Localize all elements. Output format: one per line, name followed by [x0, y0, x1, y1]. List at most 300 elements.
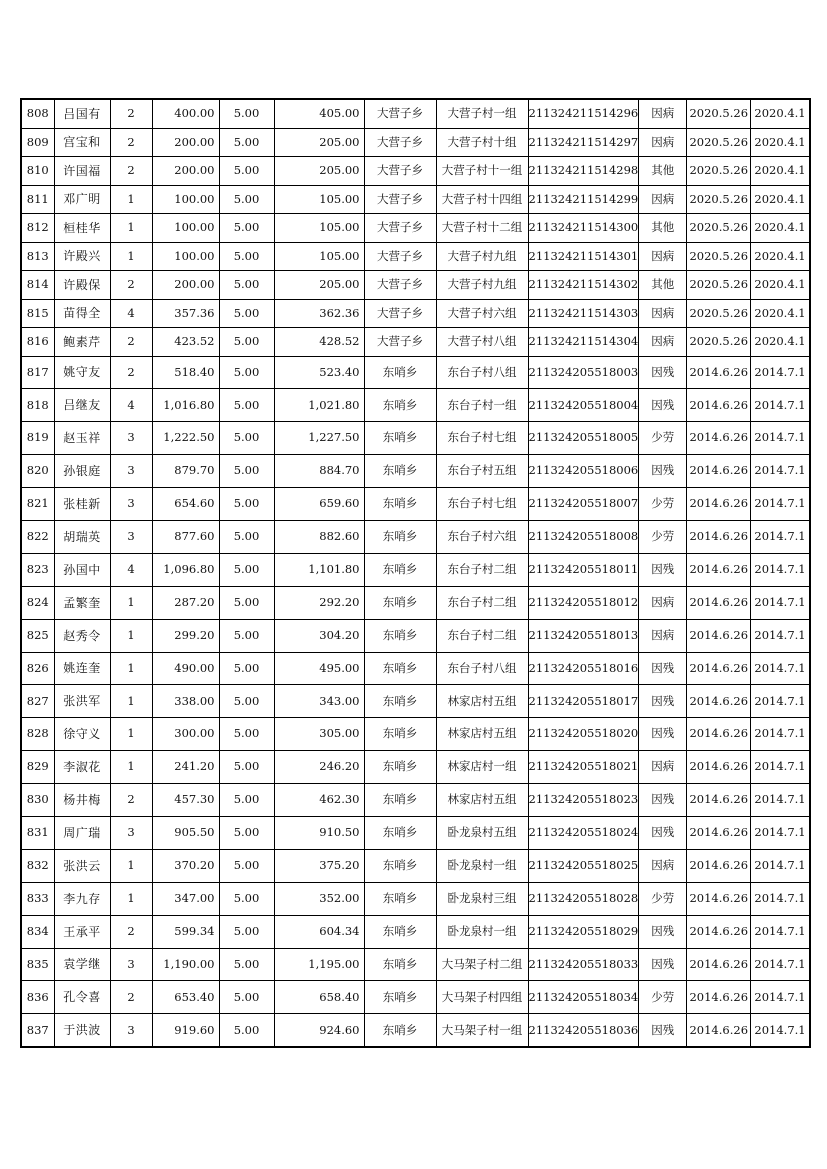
- extra-amount-cell: 5.00: [219, 586, 274, 619]
- row-number-cell: 818: [21, 389, 54, 422]
- id-number-cell: 211324205518008: [528, 520, 639, 553]
- household-size-cell: 2: [110, 356, 152, 389]
- reason-cell: 因病: [639, 328, 687, 357]
- village-group-cell: 东台子村八组: [436, 356, 528, 389]
- reason-cell: 因残: [639, 553, 687, 586]
- benefit-amount-cell: 200.00: [152, 271, 219, 300]
- name-cell: 许殿兴: [54, 242, 110, 271]
- id-number-cell: 211324205518025: [528, 849, 639, 882]
- benefit-amount-cell: 241.20: [152, 751, 219, 784]
- total-amount-cell: 343.00: [274, 685, 364, 718]
- township-cell: 东哨乡: [364, 948, 436, 981]
- benefit-amount-cell: 299.20: [152, 619, 219, 652]
- approval-date-cell: 2014.6.26: [687, 356, 751, 389]
- benefit-amount-cell: 877.60: [152, 520, 219, 553]
- name-cell: 吕继友: [54, 389, 110, 422]
- approval-date-cell: 2014.6.26: [687, 652, 751, 685]
- record-table-body: [21, 99, 810, 1047]
- table-row: [21, 328, 810, 357]
- name-cell: 张桂新: [54, 488, 110, 521]
- id-number-cell: 211324211514299: [528, 185, 639, 214]
- total-amount-cell: 882.60: [274, 520, 364, 553]
- table-row: [21, 652, 810, 685]
- village-group-cell: 东台子村二组: [436, 553, 528, 586]
- benefit-amount-cell: 347.00: [152, 882, 219, 915]
- benefit-amount-cell: 1,016.80: [152, 389, 219, 422]
- start-date-cell: 2020.4.1: [751, 242, 810, 271]
- village-group-cell: 大营子村九组: [436, 271, 528, 300]
- extra-amount-cell: 5.00: [219, 422, 274, 455]
- name-cell: 孙国中: [54, 553, 110, 586]
- total-amount-cell: 428.52: [274, 328, 364, 357]
- approval-date-cell: 2020.5.26: [687, 214, 751, 243]
- extra-amount-cell: 5.00: [219, 99, 274, 128]
- name-cell: 徐守义: [54, 718, 110, 751]
- start-date-cell: 2014.7.1: [751, 915, 810, 948]
- reason-cell: 因残: [639, 389, 687, 422]
- reason-cell: 其他: [639, 214, 687, 243]
- row-number-cell: 809: [21, 128, 54, 157]
- benefit-amount-cell: 200.00: [152, 128, 219, 157]
- start-date-cell: 2020.4.1: [751, 99, 810, 128]
- approval-date-cell: 2014.6.26: [687, 915, 751, 948]
- extra-amount-cell: 5.00: [219, 128, 274, 157]
- table-row: [21, 271, 810, 300]
- household-size-cell: 3: [110, 422, 152, 455]
- row-number-cell: 833: [21, 882, 54, 915]
- name-cell: 宫宝和: [54, 128, 110, 157]
- reason-cell: 因残: [639, 948, 687, 981]
- total-amount-cell: 658.40: [274, 981, 364, 1014]
- reason-cell: 因残: [639, 685, 687, 718]
- table-row: [21, 619, 810, 652]
- total-amount-cell: 405.00: [274, 99, 364, 128]
- village-group-cell: 大营子村一组: [436, 99, 528, 128]
- name-cell: 许殿保: [54, 271, 110, 300]
- township-cell: 东哨乡: [364, 422, 436, 455]
- id-number-cell: 211324205518029: [528, 915, 639, 948]
- reason-cell: 少劳: [639, 422, 687, 455]
- id-number-cell: 211324205518006: [528, 455, 639, 488]
- table-row: [21, 816, 810, 849]
- row-number-cell: 816: [21, 328, 54, 357]
- total-amount-cell: 352.00: [274, 882, 364, 915]
- approval-date-cell: 2014.6.26: [687, 718, 751, 751]
- household-size-cell: 1: [110, 619, 152, 652]
- benefit-amount-cell: 654.60: [152, 488, 219, 521]
- township-cell: 东哨乡: [364, 816, 436, 849]
- village-group-cell: 东台子村二组: [436, 619, 528, 652]
- household-size-cell: 1: [110, 882, 152, 915]
- start-date-cell: 2014.7.1: [751, 652, 810, 685]
- extra-amount-cell: 5.00: [219, 685, 274, 718]
- benefit-amount-cell: 599.34: [152, 915, 219, 948]
- approval-date-cell: 2014.6.26: [687, 882, 751, 915]
- table-row: [21, 214, 810, 243]
- approval-date-cell: 2020.5.26: [687, 328, 751, 357]
- village-group-cell: 东台子村七组: [436, 488, 528, 521]
- start-date-cell: 2020.4.1: [751, 271, 810, 300]
- village-group-cell: 东台子村五组: [436, 455, 528, 488]
- total-amount-cell: 1,101.80: [274, 553, 364, 586]
- table-row: [21, 553, 810, 586]
- start-date-cell: 2014.7.1: [751, 488, 810, 521]
- extra-amount-cell: 5.00: [219, 652, 274, 685]
- table-row: [21, 185, 810, 214]
- total-amount-cell: 1,227.50: [274, 422, 364, 455]
- approval-date-cell: 2014.6.26: [687, 553, 751, 586]
- row-number-cell: 828: [21, 718, 54, 751]
- name-cell: 周广瑞: [54, 816, 110, 849]
- township-cell: 大营子乡: [364, 271, 436, 300]
- village-group-cell: 大马架子村一组: [436, 1014, 528, 1047]
- approval-date-cell: 2014.6.26: [687, 751, 751, 784]
- township-cell: 东哨乡: [364, 389, 436, 422]
- name-cell: 孟繁奎: [54, 586, 110, 619]
- name-cell: 赵玉祥: [54, 422, 110, 455]
- extra-amount-cell: 5.00: [219, 520, 274, 553]
- start-date-cell: 2014.7.1: [751, 520, 810, 553]
- village-group-cell: 卧龙泉村一组: [436, 849, 528, 882]
- reason-cell: 因病: [639, 619, 687, 652]
- total-amount-cell: 910.50: [274, 816, 364, 849]
- township-cell: 大营子乡: [364, 99, 436, 128]
- reason-cell: 因残: [639, 718, 687, 751]
- record-table: [20, 98, 811, 1048]
- extra-amount-cell: 5.00: [219, 718, 274, 751]
- reason-cell: 因病: [639, 849, 687, 882]
- village-group-cell: 东台子村一组: [436, 389, 528, 422]
- id-number-cell: 211324211514297: [528, 128, 639, 157]
- start-date-cell: 2014.7.1: [751, 455, 810, 488]
- approval-date-cell: 2020.5.26: [687, 157, 751, 186]
- total-amount-cell: 105.00: [274, 242, 364, 271]
- id-number-cell: 211324211514304: [528, 328, 639, 357]
- name-cell: 孙银庭: [54, 455, 110, 488]
- township-cell: 东哨乡: [364, 488, 436, 521]
- table-row: [21, 455, 810, 488]
- household-size-cell: 2: [110, 99, 152, 128]
- name-cell: 赵秀令: [54, 619, 110, 652]
- household-size-cell: 1: [110, 185, 152, 214]
- reason-cell: 少劳: [639, 981, 687, 1014]
- row-number-cell: 837: [21, 1014, 54, 1047]
- township-cell: 大营子乡: [364, 242, 436, 271]
- approval-date-cell: 2014.6.26: [687, 816, 751, 849]
- approval-date-cell: 2014.6.26: [687, 520, 751, 553]
- township-cell: 东哨乡: [364, 915, 436, 948]
- extra-amount-cell: 5.00: [219, 389, 274, 422]
- benefit-amount-cell: 919.60: [152, 1014, 219, 1047]
- village-group-cell: 大营子村十组: [436, 128, 528, 157]
- start-date-cell: 2020.4.1: [751, 157, 810, 186]
- reason-cell: 因残: [639, 652, 687, 685]
- row-number-cell: 836: [21, 981, 54, 1014]
- start-date-cell: 2020.4.1: [751, 128, 810, 157]
- row-number-cell: 811: [21, 185, 54, 214]
- village-group-cell: 东台子村六组: [436, 520, 528, 553]
- reason-cell: 因病: [639, 185, 687, 214]
- benefit-amount-cell: 338.00: [152, 685, 219, 718]
- total-amount-cell: 523.40: [274, 356, 364, 389]
- extra-amount-cell: 5.00: [219, 784, 274, 817]
- row-number-cell: 817: [21, 356, 54, 389]
- approval-date-cell: 2014.6.26: [687, 455, 751, 488]
- start-date-cell: 2014.7.1: [751, 356, 810, 389]
- reason-cell: 其他: [639, 157, 687, 186]
- table-row: [21, 685, 810, 718]
- household-size-cell: 1: [110, 214, 152, 243]
- name-cell: 杨井梅: [54, 784, 110, 817]
- reason-cell: 少劳: [639, 520, 687, 553]
- row-number-cell: 814: [21, 271, 54, 300]
- row-number-cell: 831: [21, 816, 54, 849]
- row-number-cell: 823: [21, 553, 54, 586]
- household-size-cell: 1: [110, 751, 152, 784]
- table-row: [21, 520, 810, 553]
- benefit-amount-cell: 100.00: [152, 185, 219, 214]
- id-number-cell: 211324211514300: [528, 214, 639, 243]
- extra-amount-cell: 5.00: [219, 816, 274, 849]
- table-row: [21, 948, 810, 981]
- total-amount-cell: 1,021.80: [274, 389, 364, 422]
- id-number-cell: 211324211514296: [528, 99, 639, 128]
- approval-date-cell: 2014.6.26: [687, 849, 751, 882]
- village-group-cell: 卧龙泉村五组: [436, 816, 528, 849]
- id-number-cell: 211324205518020: [528, 718, 639, 751]
- approval-date-cell: 2020.5.26: [687, 128, 751, 157]
- name-cell: 苗得全: [54, 299, 110, 328]
- table-row: [21, 99, 810, 128]
- village-group-cell: 大营子村九组: [436, 242, 528, 271]
- township-cell: 东哨乡: [364, 619, 436, 652]
- name-cell: 邓广明: [54, 185, 110, 214]
- village-group-cell: 大营子村十四组: [436, 185, 528, 214]
- extra-amount-cell: 5.00: [219, 214, 274, 243]
- extra-amount-cell: 5.00: [219, 157, 274, 186]
- household-size-cell: 2: [110, 271, 152, 300]
- approval-date-cell: 2014.6.26: [687, 488, 751, 521]
- table-row: [21, 128, 810, 157]
- township-cell: 东哨乡: [364, 718, 436, 751]
- benefit-amount-cell: 400.00: [152, 99, 219, 128]
- township-cell: 大营子乡: [364, 299, 436, 328]
- id-number-cell: 211324205518013: [528, 619, 639, 652]
- id-number-cell: 211324205518017: [528, 685, 639, 718]
- household-size-cell: 1: [110, 685, 152, 718]
- total-amount-cell: 362.36: [274, 299, 364, 328]
- approval-date-cell: 2020.5.26: [687, 271, 751, 300]
- approval-date-cell: 2020.5.26: [687, 185, 751, 214]
- id-number-cell: 211324205518016: [528, 652, 639, 685]
- row-number-cell: 832: [21, 849, 54, 882]
- township-cell: 大营子乡: [364, 128, 436, 157]
- start-date-cell: 2014.7.1: [751, 882, 810, 915]
- extra-amount-cell: 5.00: [219, 455, 274, 488]
- start-date-cell: 2014.7.1: [751, 1014, 810, 1047]
- total-amount-cell: 292.20: [274, 586, 364, 619]
- benefit-amount-cell: 518.40: [152, 356, 219, 389]
- township-cell: 东哨乡: [364, 652, 436, 685]
- start-date-cell: 2014.7.1: [751, 981, 810, 1014]
- benefit-amount-cell: 1,190.00: [152, 948, 219, 981]
- id-number-cell: 211324211514302: [528, 271, 639, 300]
- total-amount-cell: 495.00: [274, 652, 364, 685]
- household-size-cell: 4: [110, 553, 152, 586]
- name-cell: 姚守友: [54, 356, 110, 389]
- row-number-cell: 825: [21, 619, 54, 652]
- household-size-cell: 1: [110, 242, 152, 271]
- table-row: [21, 981, 810, 1014]
- extra-amount-cell: 5.00: [219, 488, 274, 521]
- benefit-amount-cell: 879.70: [152, 455, 219, 488]
- table-row: [21, 157, 810, 186]
- village-group-cell: 东台子村八组: [436, 652, 528, 685]
- approval-date-cell: 2014.6.26: [687, 586, 751, 619]
- name-cell: 张洪军: [54, 685, 110, 718]
- table-row: [21, 242, 810, 271]
- extra-amount-cell: 5.00: [219, 948, 274, 981]
- total-amount-cell: 246.20: [274, 751, 364, 784]
- table-row: [21, 751, 810, 784]
- benefit-amount-cell: 457.30: [152, 784, 219, 817]
- reason-cell: 因残: [639, 356, 687, 389]
- extra-amount-cell: 5.00: [219, 619, 274, 652]
- household-size-cell: 2: [110, 784, 152, 817]
- extra-amount-cell: 5.00: [219, 328, 274, 357]
- start-date-cell: 2020.4.1: [751, 328, 810, 357]
- id-number-cell: 211324205518024: [528, 816, 639, 849]
- village-group-cell: 东台子村七组: [436, 422, 528, 455]
- extra-amount-cell: 5.00: [219, 849, 274, 882]
- start-date-cell: 2014.7.1: [751, 948, 810, 981]
- id-number-cell: 211324205518033: [528, 948, 639, 981]
- total-amount-cell: 1,195.00: [274, 948, 364, 981]
- total-amount-cell: 205.00: [274, 128, 364, 157]
- row-number-cell: 820: [21, 455, 54, 488]
- approval-date-cell: 2014.6.26: [687, 948, 751, 981]
- row-number-cell: 830: [21, 784, 54, 817]
- household-size-cell: 2: [110, 157, 152, 186]
- township-cell: 东哨乡: [364, 1014, 436, 1047]
- total-amount-cell: 305.00: [274, 718, 364, 751]
- household-size-cell: 1: [110, 849, 152, 882]
- start-date-cell: 2020.4.1: [751, 214, 810, 243]
- benefit-amount-cell: 300.00: [152, 718, 219, 751]
- total-amount-cell: 105.00: [274, 185, 364, 214]
- name-cell: 王承平: [54, 915, 110, 948]
- start-date-cell: 2014.7.1: [751, 553, 810, 586]
- total-amount-cell: 604.34: [274, 915, 364, 948]
- table-row: [21, 299, 810, 328]
- total-amount-cell: 924.60: [274, 1014, 364, 1047]
- id-number-cell: 211324205518021: [528, 751, 639, 784]
- reason-cell: 因残: [639, 816, 687, 849]
- township-cell: 东哨乡: [364, 356, 436, 389]
- reason-cell: 少劳: [639, 882, 687, 915]
- approval-date-cell: 2020.5.26: [687, 299, 751, 328]
- row-number-cell: 813: [21, 242, 54, 271]
- benefit-amount-cell: 1,096.80: [152, 553, 219, 586]
- start-date-cell: 2014.7.1: [751, 586, 810, 619]
- household-size-cell: 1: [110, 652, 152, 685]
- township-cell: 东哨乡: [364, 685, 436, 718]
- id-number-cell: 211324205518023: [528, 784, 639, 817]
- start-date-cell: 2014.7.1: [751, 389, 810, 422]
- approval-date-cell: 2014.6.26: [687, 685, 751, 718]
- reason-cell: 因病: [639, 299, 687, 328]
- name-cell: 姚连奎: [54, 652, 110, 685]
- row-number-cell: 812: [21, 214, 54, 243]
- village-group-cell: 大马架子村二组: [436, 948, 528, 981]
- reason-cell: 因残: [639, 784, 687, 817]
- village-group-cell: 卧龙泉村一组: [436, 915, 528, 948]
- row-number-cell: 827: [21, 685, 54, 718]
- name-cell: 李九存: [54, 882, 110, 915]
- id-number-cell: 211324211514303: [528, 299, 639, 328]
- row-number-cell: 815: [21, 299, 54, 328]
- total-amount-cell: 105.00: [274, 214, 364, 243]
- household-size-cell: 3: [110, 488, 152, 521]
- household-size-cell: 3: [110, 1014, 152, 1047]
- name-cell: 李淑花: [54, 751, 110, 784]
- row-number-cell: 835: [21, 948, 54, 981]
- extra-amount-cell: 5.00: [219, 751, 274, 784]
- approval-date-cell: 2014.6.26: [687, 981, 751, 1014]
- start-date-cell: 2014.7.1: [751, 784, 810, 817]
- township-cell: 东哨乡: [364, 553, 436, 586]
- extra-amount-cell: 5.00: [219, 185, 274, 214]
- reason-cell: 因残: [639, 455, 687, 488]
- village-group-cell: 大营子村十二组: [436, 214, 528, 243]
- extra-amount-cell: 5.00: [219, 553, 274, 586]
- township-cell: 东哨乡: [364, 455, 436, 488]
- id-number-cell: 211324205518036: [528, 1014, 639, 1047]
- household-size-cell: 4: [110, 389, 152, 422]
- household-size-cell: 1: [110, 586, 152, 619]
- household-size-cell: 3: [110, 816, 152, 849]
- village-group-cell: 林家店村五组: [436, 718, 528, 751]
- name-cell: 于洪波: [54, 1014, 110, 1047]
- township-cell: 东哨乡: [364, 882, 436, 915]
- approval-date-cell: 2020.5.26: [687, 242, 751, 271]
- village-group-cell: 卧龙泉村三组: [436, 882, 528, 915]
- id-number-cell: 211324205518034: [528, 981, 639, 1014]
- extra-amount-cell: 5.00: [219, 915, 274, 948]
- id-number-cell: 211324205518003: [528, 356, 639, 389]
- row-number-cell: 826: [21, 652, 54, 685]
- start-date-cell: 2014.7.1: [751, 685, 810, 718]
- household-size-cell: 2: [110, 981, 152, 1014]
- start-date-cell: 2020.4.1: [751, 299, 810, 328]
- village-group-cell: 大营子村八组: [436, 328, 528, 357]
- reason-cell: 其他: [639, 271, 687, 300]
- start-date-cell: 2014.7.1: [751, 619, 810, 652]
- reason-cell: 因残: [639, 1014, 687, 1047]
- reason-cell: 少劳: [639, 488, 687, 521]
- township-cell: 东哨乡: [364, 981, 436, 1014]
- village-group-cell: 大营子村十一组: [436, 157, 528, 186]
- start-date-cell: 2014.7.1: [751, 718, 810, 751]
- benefit-amount-cell: 357.36: [152, 299, 219, 328]
- id-number-cell: 211324205518005: [528, 422, 639, 455]
- reason-cell: 因病: [639, 99, 687, 128]
- name-cell: 桓桂华: [54, 214, 110, 243]
- household-size-cell: 2: [110, 328, 152, 357]
- id-number-cell: 211324205518028: [528, 882, 639, 915]
- benefit-amount-cell: 1,222.50: [152, 422, 219, 455]
- township-cell: 东哨乡: [364, 586, 436, 619]
